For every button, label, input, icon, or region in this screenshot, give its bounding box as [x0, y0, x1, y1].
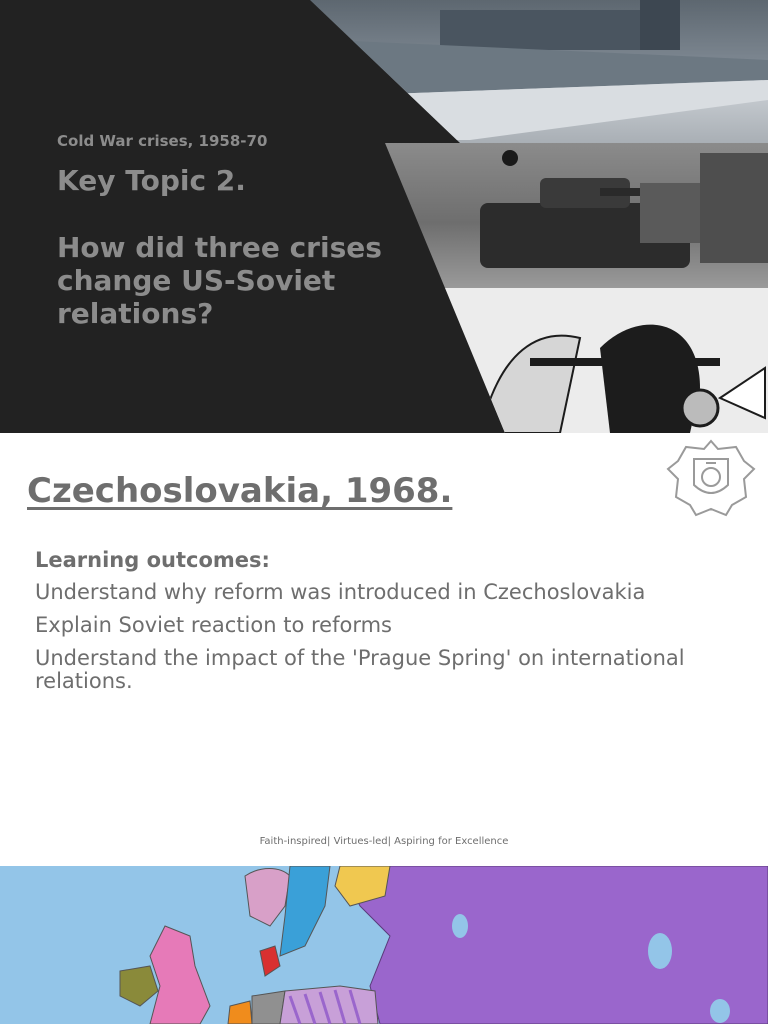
learning-outcome-item: Explain Soviet reaction to reforms: [35, 613, 392, 637]
key-question: How did three crises change US-Soviet relations?: [57, 231, 382, 330]
learning-outcome-item: Understand the impact of the 'Prague Spring' on international relations.: [35, 646, 685, 693]
title-slide: [0, 0, 768, 433]
school-crest-logo: [666, 439, 756, 517]
slide-heading: Czechoslovakia, 1968.: [27, 471, 453, 511]
key-topic-title: Key Topic 2.: [57, 164, 246, 197]
europe-map-slide: [0, 866, 768, 1024]
learning-outcomes-list: [35, 581, 735, 703]
school-motto-footer: Faith-inspired| Virtues-led| Aspiring for Excellence: [259, 836, 509, 847]
berlin-wall-photo: [0, 0, 768, 143]
learning-outcomes-slide: [0, 433, 768, 866]
learning-outcome-item: Understand why reform was introduced in Czechoslovakia: [35, 580, 646, 604]
learning-outcomes-heading: Learning outcomes:: [35, 548, 270, 572]
slide-subtitle: Cold War crises, 1958-70: [57, 132, 268, 150]
europe-map: [0, 866, 768, 1024]
